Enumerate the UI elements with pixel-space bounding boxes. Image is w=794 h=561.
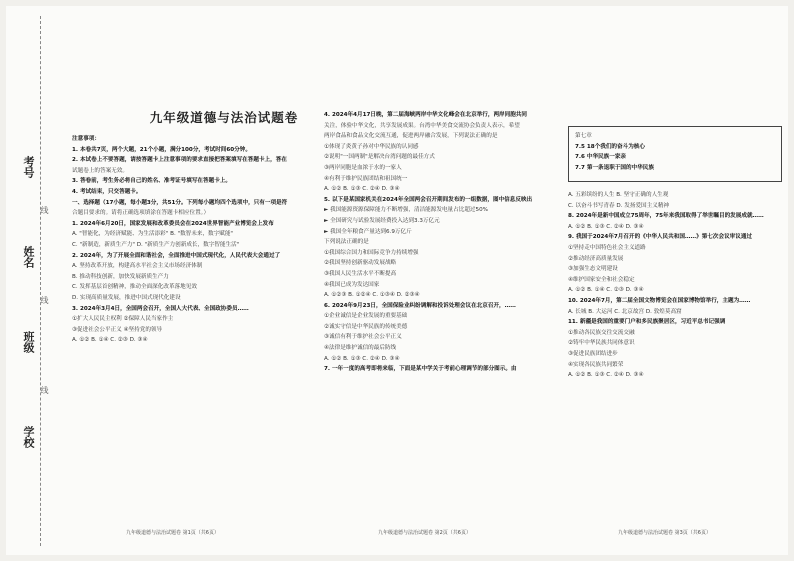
seal-line-mark: 线 (40, 386, 49, 394)
text-line: A. ①② B. ①④ C. ②③ D. ③④ (568, 287, 644, 294)
label-name: 姓名 (22, 246, 35, 268)
exam-title: 九年级道德与法治试题卷 (149, 110, 299, 125)
text-line: B. 推动科技创新，加快发展新质生产力 (72, 273, 169, 280)
text-line: 3. 2024年3月4日，全国两会召开，全国人大代表、全国政协委员…… (72, 305, 249, 312)
text-line: A. "智能化，为经济赋能、为生活添彩" B. "数智未来，数字赋能" (72, 231, 233, 238)
text-line: A. 坚持改革开放，构建高水平社会主义市场经济体制 (72, 263, 203, 270)
text-line: 8. 2024年是新中国成立75周年，75年来我国取得了举世瞩目的发展成就…… (568, 213, 764, 220)
text-line: ④维护国家安全和社会稳定 (568, 276, 635, 283)
text-line: 7.5 18个我们的奋斗为核心 (575, 143, 645, 150)
text-line: ③我国人民生活水平不断提高 (324, 270, 397, 277)
text-line: ③加强生态文明建设 (568, 266, 618, 273)
page-footer: 九年级道德与法治试题卷 第1页（共6页） (126, 530, 219, 536)
text-line: C. 发挥基层首创精神，推动全面深化改革落地见效 (72, 284, 197, 291)
page-footer: 九年级道德与法治试题卷 第3页（共6页） (618, 530, 711, 536)
text-line: A. ①② B. ①③ C. ②④ D. ③④ (568, 372, 644, 379)
text-line: A. ①② B. ①③ C. ②④ D. ③④ (324, 186, 400, 193)
text-line: ④实现各民族共同繁荣 (568, 361, 624, 368)
seal-line (40, 16, 41, 546)
textbook-contents (575, 131, 775, 173)
text-line: ②诚实守信是中华民族的传统美德 (324, 323, 408, 330)
label-exam-no: 考号 (22, 156, 35, 178)
text-line: 2. 2024年，为了开展全面和谐社会，全面推进中国式现代化，人民代表大会通过了 (72, 252, 281, 259)
binding-margin (6, 6, 68, 555)
text-line: 1. 本卷共7页，两个大题，21个小题，满分100分，考试时间60分钟。 (72, 146, 251, 153)
text-line: A. 五彩缤纷的人生 B. 坚守正确的人生观 (568, 192, 669, 198)
text-line: ①坚持走中国特色社会主义道路 (568, 244, 646, 251)
page-footer: 九年级道德与法治试题卷 第2页（共6页） (378, 530, 471, 536)
text-line: A. ①② B. ①③ C. ②④ D. ③④ (324, 355, 400, 362)
text-line: 6. 2024年9月23日，全国保险业纠纷调解和投诉处理会议在北京召开，…… (324, 302, 516, 309)
text-line: ①扩大人民民主权利 ②保障人民当家作主 (72, 316, 174, 323)
label-school: 学校 (22, 426, 35, 448)
text-line: ④法律是维护诚信的最后防线 (324, 345, 397, 352)
text-line: ► 我国能源资源保障能力不断增强，清洁能源发电量占比超过50% (324, 207, 488, 214)
text-line: 第七章 (575, 133, 592, 139)
text-line: 11. 新疆是我国的重要门户和多民族聚居区，习近平总书记强调 (568, 319, 726, 326)
text-line: ②铸牢中华民族共同体意识 (568, 340, 635, 347)
page-1-column (72, 134, 316, 346)
text-line: A. 长城 B. 大运河 C. 北京故宫 D. 敦煌莫高窟 (568, 308, 682, 315)
label-class: 班级 (22, 331, 35, 353)
text-line: A. ①② B. ①③ C. ②④ D. ③④ (568, 223, 644, 230)
text-line: 4. 考试结束，只交答题卡。 (72, 188, 142, 195)
text-line: 试题卷上的答案无效。 (72, 167, 128, 174)
text-line: 两岸食品和食品文化交流互通，促进两岸融合发展，下列说法正确的是 (324, 133, 498, 140)
text-line: ③促进民族团结进步 (568, 350, 618, 357)
text-line: ②说明"一国两制"是解决台湾问题的最佳方式 (324, 154, 435, 161)
text-line: 4. 2024年4月17日晚，第二届海峡两岸中华文化峰会在北京举行，两岸同胞共同 (324, 112, 528, 118)
text-line: 关注，体验中华文化，共享发展成果。台湾中华美食交流协会负责人表示，希望 (324, 122, 520, 129)
text-line: 1. 2024年6月20日，国家发展和改革委员会在2024世界智能产业博览会上发布 (72, 220, 274, 227)
exam-sheet (6, 6, 788, 555)
text-line: ①企业诚信是企业发展的重要基础 (324, 313, 408, 320)
seal-line-mark: 线 (40, 206, 49, 214)
text-line: ► 全国研究与试验发展经费投入达到3.3万亿元 (324, 217, 440, 224)
textbook-contents-box (568, 126, 782, 182)
text-line: 7.7 第一条退职于国的中华民族 (575, 164, 654, 171)
text-line: ③诚信有利于维护社会公平正义 (324, 334, 402, 341)
text-line: ②我国坚持创新驱动发展战略 (324, 260, 397, 267)
text-line: 10. 2024年7月，第二届全国文物博览会在国家博物馆举行，主题为…… (568, 297, 751, 304)
text-line: D. 实现高质量发展，推进中国式现代化建设 (72, 294, 181, 301)
text-line: 合题目要求的。请将正确选项填涂在答题卡相应位置。） (72, 210, 210, 217)
text-line: ①推动各民族交往交流交融 (568, 329, 635, 336)
text-line: 注意事项： (72, 136, 100, 142)
text-line: ③两岸同胞是血浓于水的一家人 (324, 164, 402, 171)
text-line: 9. 我国于2024年7月召开的《中华人民共和国……》第七次会议审议通过 (568, 234, 753, 241)
text-line: 5. 以下是某国家机关在2024年全国两会召开期间发布的一组数据，图中信息反映出 (324, 196, 533, 203)
text-line: ④有利于维护民族团结和祖国统一 (324, 175, 408, 182)
text-line: A. ①② B. ①④ C. ②③ D. ③④ (72, 337, 148, 344)
page-2-column (324, 110, 560, 375)
text-line: 7.6 中华民族一家亲 (575, 154, 627, 161)
text-line: ③促进社会公平正义 ④坚持党的领导 (72, 326, 163, 333)
text-line: ②推动经济高质量发展 (568, 255, 624, 262)
seal-line-mark: 线 (40, 296, 49, 304)
text-line: 下列说法正确的是 (324, 239, 369, 246)
text-line: ①体现了炎黄子孙对中华民族的认同感 (324, 143, 419, 150)
text-line: A. ①②③ B. ①②④ C. ①③④ D. ②③④ (324, 292, 420, 299)
text-line: 一、选择题（17小题，每小题3分，共51分。下列每小题均四个选项中，只有一项是符 (72, 199, 288, 206)
text-line: 7. 一年一度的高考即将来临，下面是某中学关于考前心理调节的部分图示。由 (324, 366, 517, 373)
page-3-column (568, 190, 782, 381)
text-line: 3. 答卷前，考生务必将自己的姓名、准考证号填写在答题卡上。 (72, 178, 231, 185)
text-line: 2. 本试卷上不要答题，请按答题卡上注意事项的要求直接把答案填写在答题卡上，答在 (72, 157, 287, 164)
text-line: ①我国综合国力和国际竞争力持续增强 (324, 249, 419, 256)
text-line: C. 以奋斗书写青春 D. 发扬爱国主义精神 (568, 202, 670, 209)
text-line: C. "新制造，新质生产力" D. "新质生产力创新成长，数字智能生活" (72, 241, 240, 248)
text-line: ④我国已成为发达国家 (324, 281, 380, 288)
text-line: ► 我国全年粮食产量达到6.9万亿斤 (324, 228, 412, 235)
